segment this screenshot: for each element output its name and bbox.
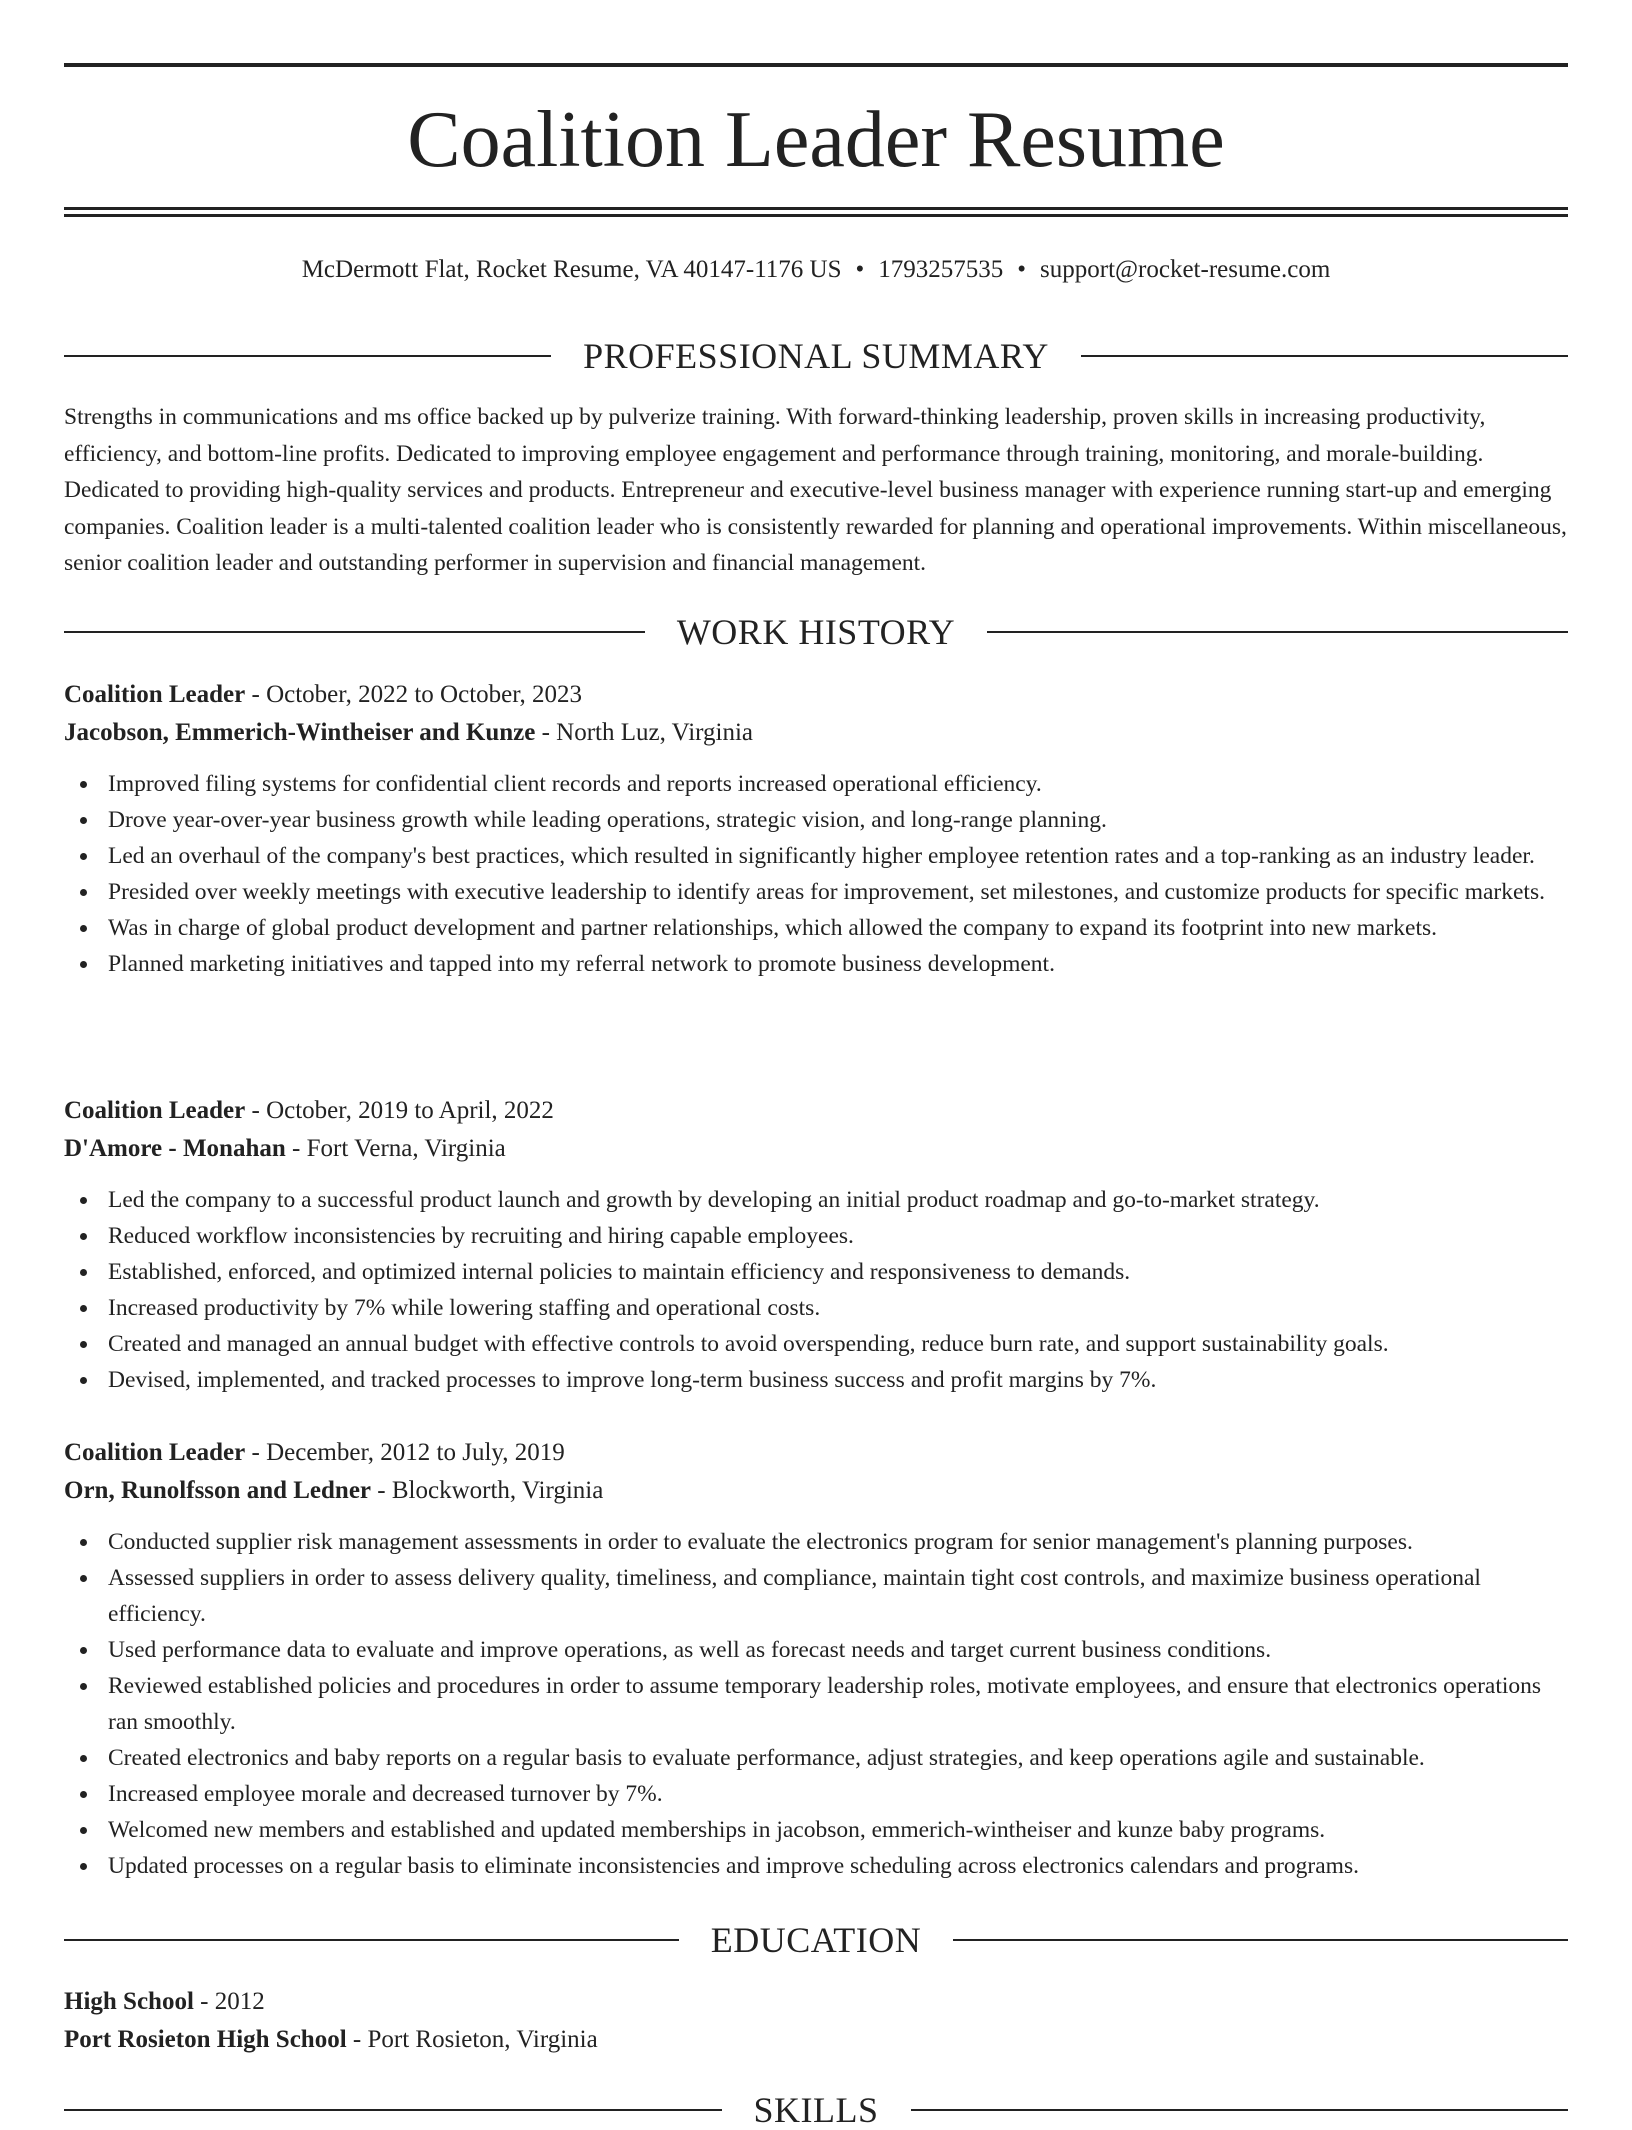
job-company: D'Amore - Monahan (64, 1135, 286, 1162)
section-title: PROFESSIONAL SUMMARY (583, 336, 1049, 376)
job-company-line (64, 714, 1568, 752)
page-title: Coalition Leader Resume (407, 96, 1225, 184)
job-bullet: Established, enforced, and optimized internal policies to maintain efficiency and responsiveness to demands. (64, 1254, 1568, 1290)
contact-email: support@rocket-resume.com (1040, 256, 1331, 283)
job-bullet: Presided over weekly meetings with executive leadership to identify areas for improvement, set milestones, and customize products for specific markets. (64, 874, 1568, 910)
job-bullet-list (64, 1524, 1568, 1884)
contact-separator: • (855, 256, 865, 283)
job-location: - Blockworth, Virginia (371, 1477, 604, 1504)
job-bullet: Conducted supplier risk management assessments in order to evaluate the electronics program for senior management's planning purposes. (64, 1524, 1568, 1560)
job-bullet: Reviewed established policies and procedures in order to assume temporary leadership roles, motivate employees, and ensure that electronics operations ran smoothly. (64, 1668, 1568, 1740)
section-rule-right (953, 1939, 1568, 1941)
section-rule-left (64, 355, 551, 357)
job-company: Orn, Runolfsson and Ledner (64, 1477, 372, 1504)
job-bullet: Used performance data to evaluate and improve operations, as well as forecast needs and target current business conditions. (64, 1632, 1568, 1668)
job-title: Coalition Leader (64, 1097, 246, 1124)
education-degree: High School (64, 1988, 194, 2015)
job-bullet: Drove year-over-year business growth while leading operations, strategic vision, and long-range planning. (64, 802, 1568, 838)
job-bullet-list (64, 1182, 1568, 1398)
education-school: Port Rosieton High School (64, 2026, 347, 2053)
job-title: Coalition Leader (64, 1439, 246, 1466)
job-bullet: Increased employee morale and decreased turnover by 7%. (64, 1776, 1568, 1812)
job-bullet: Led the company to a successful product launch and growth by developing an initial product roadmap and go-to-market strategy. (64, 1182, 1568, 1218)
job-bullet-list (64, 766, 1568, 982)
section-title: SKILLS (753, 2090, 879, 2130)
job-bullet: Created and managed an annual budget with effective controls to avoid overspending, reduce burn rate, and support sustainability goals. (64, 1326, 1568, 1362)
section-header-work-history (64, 612, 1568, 652)
job-title: Coalition Leader (64, 681, 246, 708)
summary-paragraph: Strengths in communications and ms office backed up by pulverize training. With forward-thinking leadership, proven skills in increasing productivity, efficiency, and bottom-line profits. Dedicated to improving employee engagement and performance through training, monitoring, and morale-building. Dedicated to providing high-quality services and products. Entrepreneur and executive-level business manager with experience running start-up and emerging companies. Coalition leader is a multi-talented coalition leader who is consistently rewarded for planning and operational improvements. Within miscellaneous, senior coalition leader and outstanding performer in supervision and financial management. (64, 404, 1567, 576)
section-rule-right (987, 631, 1568, 633)
job-bullet: Devised, implemented, and tracked processes to improve long-term business success and profit margins by 7%. (64, 1362, 1568, 1398)
section-header-education (64, 1920, 1568, 1960)
section-rule-left (64, 631, 645, 633)
section-title: EDUCATION (710, 1920, 922, 1960)
job-bullet: Increased productivity by 7% while lowering staffing and operational costs. (64, 1290, 1568, 1326)
job-bullet: Planned marketing initiatives and tapped into my referral network to promote business development. (64, 946, 1568, 982)
job-bullet: Updated processes on a regular basis to eliminate inconsistencies and improve scheduling across electronics calendars and programs. (64, 1848, 1568, 1884)
job-entry (64, 1092, 1568, 1398)
job-bullet: Assessed suppliers in order to assess delivery quality, timeliness, and compliance, maintain tight cost controls, and maximize business operational efficiency. (64, 1560, 1568, 1632)
section-header-skills (64, 2090, 1568, 2130)
section-rule-right (1081, 355, 1568, 357)
job-company-line (64, 1472, 1568, 1510)
section-title: WORK HISTORY (676, 612, 956, 652)
education-degree-line (64, 1983, 1568, 2021)
section-header-summary (64, 336, 1568, 376)
job-dates: - October, 2022 to October, 2023 (245, 681, 583, 708)
section-rule-left (64, 1939, 679, 1941)
title-double-rule (64, 207, 1568, 217)
job-location: - North Luz, Virginia (535, 719, 754, 746)
job-bullet: Reduced workflow inconsistencies by recruiting and hiring capable employees. (64, 1218, 1568, 1254)
job-entry (64, 676, 1568, 982)
contact-separator: • (1017, 256, 1027, 283)
job-bullet: Was in charge of global product development and partner relationships, which allowed the company to expand its footprint into new markets. (64, 910, 1568, 946)
top-rule (64, 63, 1568, 67)
job-bullet: Welcomed new members and established and updated memberships in jacobson, emmerich-wintheiser and kunze baby programs. (64, 1812, 1568, 1848)
job-title-line (64, 1092, 1568, 1130)
education-year: - 2012 (193, 1988, 265, 2015)
education-location: - Port Rosieton, Virginia (346, 2026, 598, 2053)
contact-phone: 1793257535 (878, 256, 1004, 283)
education-school-line (64, 2021, 1568, 2059)
education-entry (64, 1983, 1568, 2059)
job-company-line (64, 1130, 1568, 1168)
job-title-line (64, 1434, 1568, 1472)
section-rule-left (64, 2109, 722, 2111)
contact-address: McDermott Flat, Rocket Resume, VA 40147-1176 US (301, 256, 842, 283)
job-bullet: Led an overhaul of the company's best practices, which resulted in significantly higher employee retention rates and a top-ranking as an industry leader. (64, 838, 1568, 874)
job-company: Jacobson, Emmerich-Wintheiser and Kunze (64, 719, 536, 746)
contact-line (64, 253, 1568, 287)
job-bullet: Created electronics and baby reports on a regular basis to evaluate performance, adjust strategies, and keep operations agile and sustainable. (64, 1740, 1568, 1776)
job-bullet: Improved filing systems for confidential client records and reports increased operational efficiency. (64, 766, 1568, 802)
job-dates: - October, 2019 to April, 2022 (245, 1097, 554, 1124)
section-rule-right (911, 2109, 1569, 2111)
job-entry (64, 1434, 1568, 1884)
job-title-line (64, 676, 1568, 714)
job-location: - Fort Verna, Virginia (285, 1135, 506, 1162)
job-dates: - December, 2012 to July, 2019 (245, 1439, 565, 1466)
